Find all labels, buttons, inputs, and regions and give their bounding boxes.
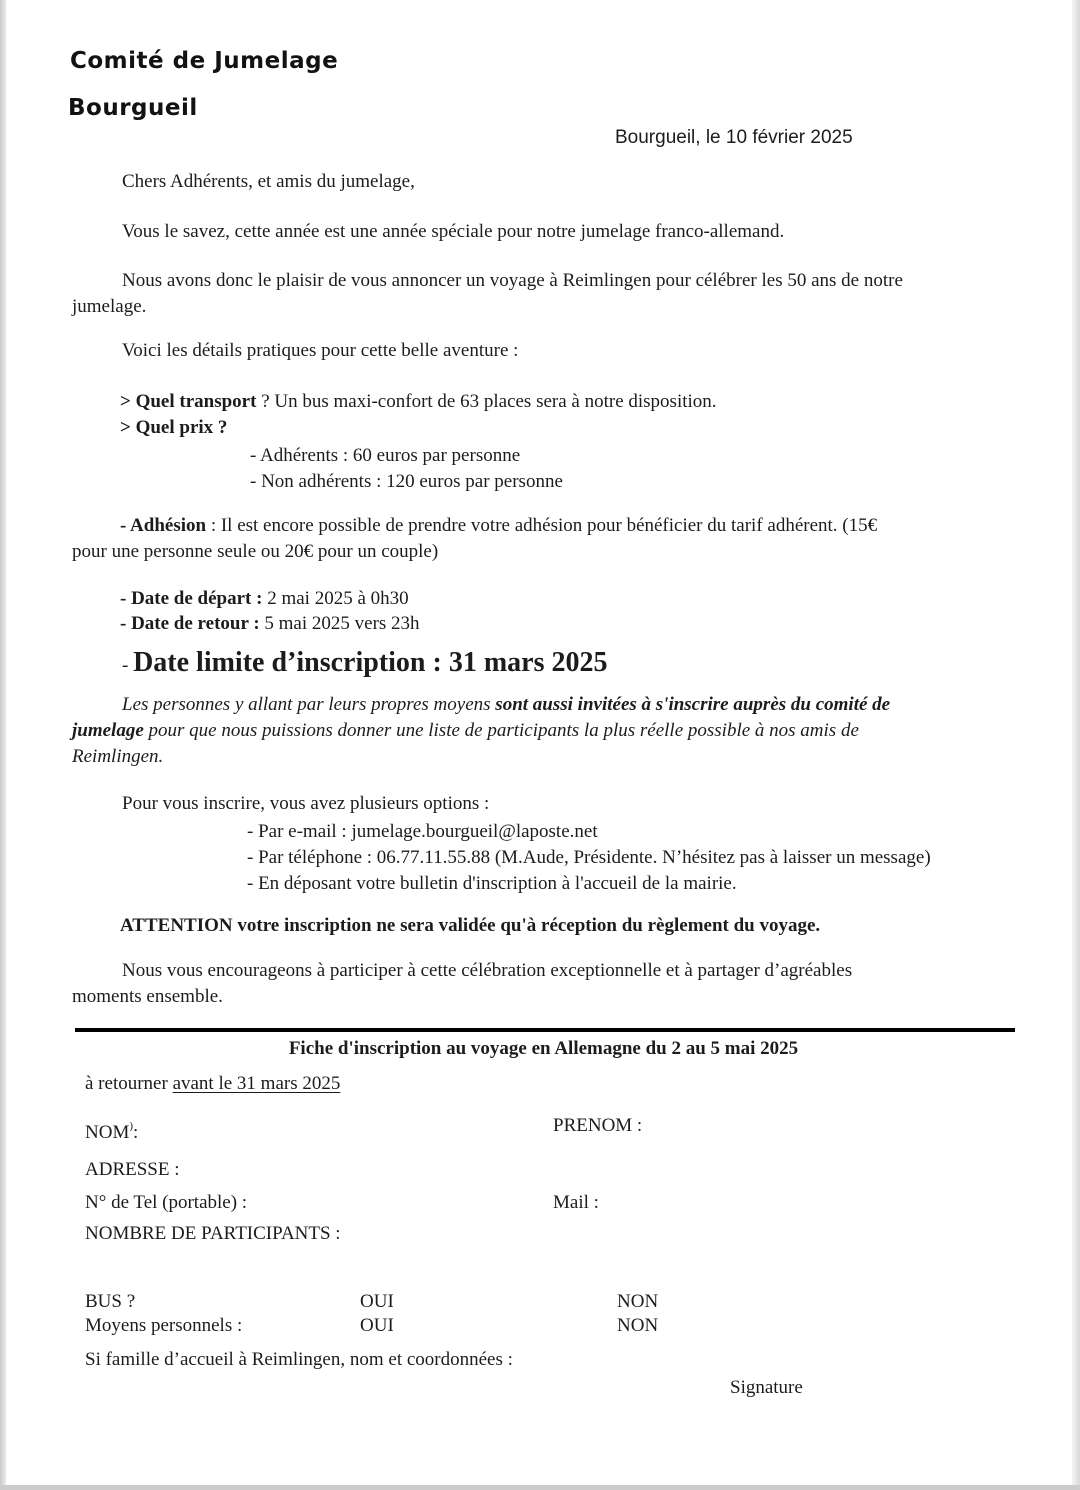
form-return-note <box>85 1071 1015 1097</box>
section-dates <box>72 586 1015 636</box>
price-item-adherents: - Adhérents : 60 euros par personne <box>250 445 521 466</box>
page-content <box>68 0 1015 1401</box>
section-options <box>72 791 1015 897</box>
date-retour-line <box>120 611 1015 636</box>
closing-line1: Nous vous encourageons à participer à cette célébration exceptionnelle et à partager d’agréables <box>122 960 853 981</box>
paragraph-closing <box>72 958 1015 1010</box>
paragraph-announce-line2: jumelage. <box>72 296 147 317</box>
page-edge-left <box>0 0 6 1490</box>
adhesion-line1 <box>120 513 1015 539</box>
form-row-tel-mail <box>85 1190 1015 1216</box>
return-note-prefix: à retourner <box>85 1073 173 1094</box>
bus-question-label: BUS ? <box>85 1291 136 1312</box>
section-transport-price <box>72 389 1015 495</box>
page-edge-right <box>1072 0 1080 1490</box>
moyens-question-label: Moyens personnels : <box>85 1315 243 1336</box>
invite-line2-regular: pour que nous puissions donner une liste de participants la plus réelle possible à nos amis de <box>143 720 859 741</box>
form-row-adresse <box>85 1157 1015 1183</box>
attention-note: ATTENTION votre inscription ne sera validée qu'à réception du règlement du voyage. <box>120 915 821 936</box>
page-edge-bottom <box>0 1485 1080 1490</box>
adresse-field-label: ADRESSE : <box>85 1159 180 1180</box>
signature-label: Signature <box>730 1377 803 1398</box>
return-note-deadline: avant le 31 mars 2025 <box>172 1073 341 1094</box>
prenom-field-label: PRENOM : <box>553 1115 643 1136</box>
form-row-participants <box>85 1221 1015 1247</box>
price-label: > Quel prix ? <box>120 417 228 438</box>
participants-field-blank <box>553 1221 1015 1247</box>
salutation: Chers Adhérents, et amis du jumelage, <box>122 171 415 192</box>
invite-line2 <box>72 718 1015 744</box>
mail-field-label: Mail : <box>553 1192 599 1213</box>
closing-line2: moments ensemble. <box>72 986 223 1007</box>
price-item-non-adherents: - Non adhérents : 120 euros par personne <box>250 471 563 492</box>
moyens-oui-option: OUI <box>360 1315 394 1336</box>
invite-line2-bold: jumelage <box>72 720 144 741</box>
tel-field-label: N° de Tel (portable) : <box>85 1192 248 1213</box>
option-mairie: - En déposant votre bulletin d'inscription à l'accueil de la mairie. <box>247 873 737 894</box>
nom-label-colon: : <box>133 1122 139 1143</box>
nom-label-text: NOM <box>85 1122 130 1143</box>
date-depart-label: - Date de départ : <box>120 588 263 609</box>
transport-text: ? Un bus maxi-confort de 63 places sera à notre disposition. <box>256 391 717 412</box>
bus-non-option: NON <box>617 1291 659 1312</box>
paragraph-details-intro: Voici les détails pratiques pour cette belle aventure : <box>122 340 519 361</box>
adresse-field-blank <box>553 1157 1015 1183</box>
form-title: Fiche d'inscription au voyage en Allemagne du 2 au 5 mai 2025 <box>288 1038 799 1059</box>
date-depart-value: 2 mai 2025 à 0h30 <box>262 588 409 609</box>
paragraph-announce-line1: Nous avons donc le plaisir de vous annoncer un voyage à Reimlingen pour célébrer les 50 ans de notre <box>122 270 903 291</box>
form-row-bus <box>85 1290 1015 1314</box>
invite-line3: Reimlingen. <box>72 746 164 767</box>
moyens-non-option: NON <box>617 1315 659 1336</box>
invite-line1-bold: sont aussi invitées à s'inscrire auprès du comité de <box>495 694 891 715</box>
date-retour-value: 5 mai 2025 vers 23h <box>259 613 420 634</box>
form-row-moyens <box>85 1314 1015 1338</box>
participants-field-label: NOMBRE DE PARTICIPANTS : <box>85 1223 341 1244</box>
option-phone: - Par téléphone : 06.77.11.55.88 (M.Aude, Présidente. N’hésitez pas à laisser un message) <box>247 847 931 868</box>
famille-field-label: Si famille d’accueil à Reimlingen, nom et coordonnées : <box>85 1349 513 1370</box>
paragraph-intro: Vous le savez, cette année est une année spéciale pour notre jumelage franco-allemand. <box>122 221 785 242</box>
invite-line1 <box>72 692 1015 718</box>
invite-line1-regular: Les personnes y allant par leurs propres moyens <box>122 694 496 715</box>
nom-label-mark: ) <box>129 1120 134 1132</box>
options-intro: Pour vous inscrire, vous avez plusieurs options : <box>122 793 490 814</box>
bus-oui-option: OUI <box>360 1291 394 1312</box>
transport-label: > Quel transport <box>120 391 257 412</box>
letterhead-org-name: Comité de Jumelage <box>70 48 339 74</box>
form-row-nom-prenom <box>85 1113 1015 1146</box>
nom-field-label <box>85 1113 553 1146</box>
paragraph-invite <box>72 692 1015 770</box>
adhesion-label: - Adhésion <box>120 515 207 536</box>
date-retour-label: - Date de retour : <box>120 613 260 634</box>
section-divider-rule <box>75 1028 1015 1032</box>
dateline: Bourgueil, le 10 février 2025 <box>615 127 853 148</box>
option-email: - Par e-mail : jumelage.bourgueil@laposte.net <box>247 821 598 842</box>
deadline-dash: - <box>122 655 134 676</box>
paragraph-adhesion <box>72 513 1015 565</box>
date-depart-line <box>120 586 1015 611</box>
deadline-text: Date limite d’inscription : 31 mars 2025 <box>133 647 608 678</box>
paragraph-announce <box>72 268 1015 320</box>
transport-line <box>120 389 1015 415</box>
adhesion-text: : Il est encore possible de prendre votre adhésion pour bénéficier du tarif adhérent. (15€ <box>206 515 878 536</box>
letterhead-city: Bourgueil <box>68 95 198 121</box>
deadline-heading <box>122 645 1015 684</box>
adhesion-line2: pour une personne seule ou 20€ pour un couple) <box>72 541 439 562</box>
